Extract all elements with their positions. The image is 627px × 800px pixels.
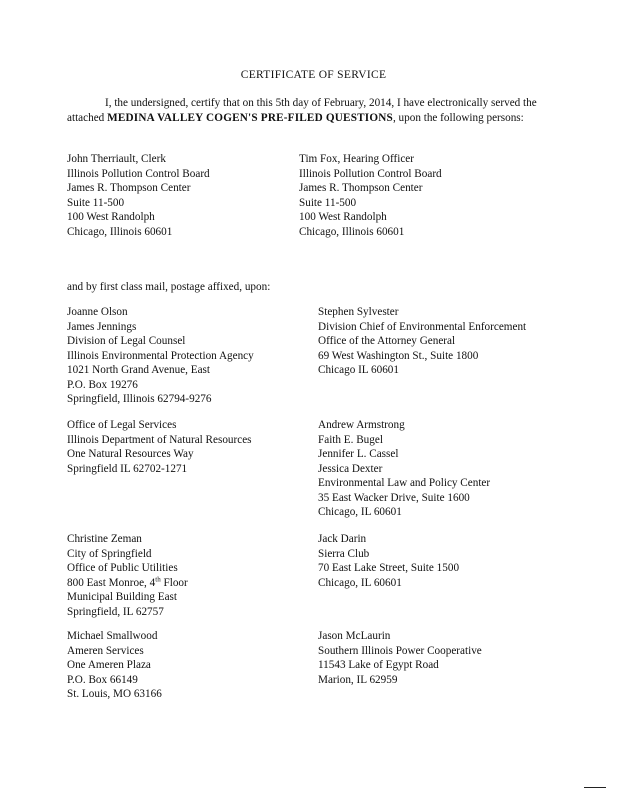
intro-paragraph (67, 96, 547, 126)
address-line: Jason McLaurin (318, 630, 391, 642)
address-line: 100 West Randolph (299, 211, 387, 223)
address-line: Illinois Pollution Control Board (67, 167, 210, 180)
address-line: Tim Fox, Hearing Officer (299, 153, 414, 165)
address-line: P.O. Box 66149 (67, 673, 138, 686)
address-line: Environmental Law and Policy Center (318, 477, 491, 489)
address-line: Suite 11-500 (67, 196, 125, 209)
recipient-block-olson (67, 305, 254, 407)
address-line: 69 West Washington St., Suite 1800 (318, 349, 479, 362)
address-line: Illinois Pollution Control Board (299, 167, 442, 180)
address-line: Chicago, Illinois 60601 (299, 225, 405, 238)
address-line: Joanne Olson (67, 306, 128, 318)
recipient-block-armstrong (318, 418, 490, 520)
address-line: Sierra Club (318, 547, 370, 560)
address-line: 1021 North Grand Avenue, East (67, 364, 211, 376)
address-line: Municipal Building East (67, 591, 178, 603)
recipient-block-darin (318, 532, 459, 590)
address-line: P.O. Box 19276 (67, 378, 138, 391)
address-line: Chicago, Illinois 60601 (67, 225, 173, 238)
address-line: James Jennings (67, 320, 137, 333)
address-line: 100 West Randolph (67, 211, 155, 223)
address-line: James R. Thompson Center (299, 182, 423, 194)
address-line: Springfield, Illinois 62794-9276 (67, 393, 212, 405)
address-line: Jessica Dexter (318, 462, 383, 475)
address-line: Stephen Sylvester (318, 306, 399, 318)
intro-text-after: , upon the following persons: (392, 112, 524, 124)
address-line: Office of the Attorney General (318, 335, 456, 347)
address-line: St. Louis, MO 63166 (67, 688, 162, 700)
address-line: Illinois Environmental Protection Agency (67, 349, 254, 362)
address-line: City of Springfield (67, 547, 152, 560)
address-line: Springfield, IL 62757 (67, 605, 164, 618)
address-line: Marion, IL 62959 (318, 673, 398, 686)
address-line: Suite 11-500 (299, 196, 357, 209)
address-line: Ameren Services (67, 644, 144, 657)
recipient-block-therriault (67, 152, 210, 239)
intro-document-name: MEDINA VALLEY COGEN'S PRE-FILED QUESTIONS (107, 112, 393, 124)
address-line: Andrew Armstrong (318, 419, 405, 431)
address-line: James R. Thompson Center (67, 182, 191, 194)
address-line: Jack Darin (318, 533, 367, 545)
address-line: Springfield IL 62702-1271 (67, 462, 188, 475)
address-line: 35 East Wacker Drive, Suite 1600 (318, 491, 470, 504)
address-line: John Therriault, Clerk (67, 153, 166, 165)
recipient-block-zeman (67, 532, 188, 619)
address-line (67, 576, 188, 591)
address-line: One Ameren Plaza (67, 659, 151, 671)
address-line: Faith E. Bugel (318, 433, 383, 446)
address-line: Christine Zeman (67, 533, 142, 545)
address-line: Chicago, IL 60601 (318, 506, 402, 518)
mail-service-text: and by first class mail, postage affixed, upon: (67, 281, 271, 293)
address-line: Division of Legal Counsel (67, 335, 186, 347)
address-line: Chicago IL 60601 (318, 364, 399, 376)
recipient-block-smallwood (67, 629, 162, 702)
address-line: Office of Legal Services (67, 419, 177, 431)
address-line: 70 East Lake Street, Suite 1500 (318, 562, 460, 574)
floor-text: 800 East Monroe, 4 (67, 576, 156, 589)
recipient-block-mclaurin (318, 629, 482, 687)
address-line: Illinois Department of Natural Resources (67, 433, 252, 446)
intro-text-before: I, the undersigned, certify that on this 5th day of February, 2014, I have electronically served the attached (67, 97, 537, 124)
page-corner-rule (584, 787, 606, 788)
page-title: CERTIFICATE OF SERVICE (240, 69, 387, 81)
address-line: Michael Smallwood (67, 630, 158, 642)
recipient-block-fox (299, 152, 442, 239)
floor-superscript: th (155, 574, 161, 583)
floor-suffix: Floor (160, 576, 188, 589)
address-line: One Natural Resources Way (67, 448, 194, 460)
address-line: Chicago, IL 60601 (318, 576, 402, 589)
address-line: 11543 Lake of Egypt Road (318, 659, 439, 671)
address-line: Jennifer L. Cassel (318, 448, 399, 460)
address-line: Division Chief of Environmental Enforcement (318, 320, 527, 333)
recipient-block-sylvester (318, 305, 526, 378)
recipient-block-legal-services (67, 418, 252, 476)
address-line: Office of Public Utilities (67, 562, 178, 574)
address-line: Southern Illinois Power Cooperative (318, 644, 482, 657)
